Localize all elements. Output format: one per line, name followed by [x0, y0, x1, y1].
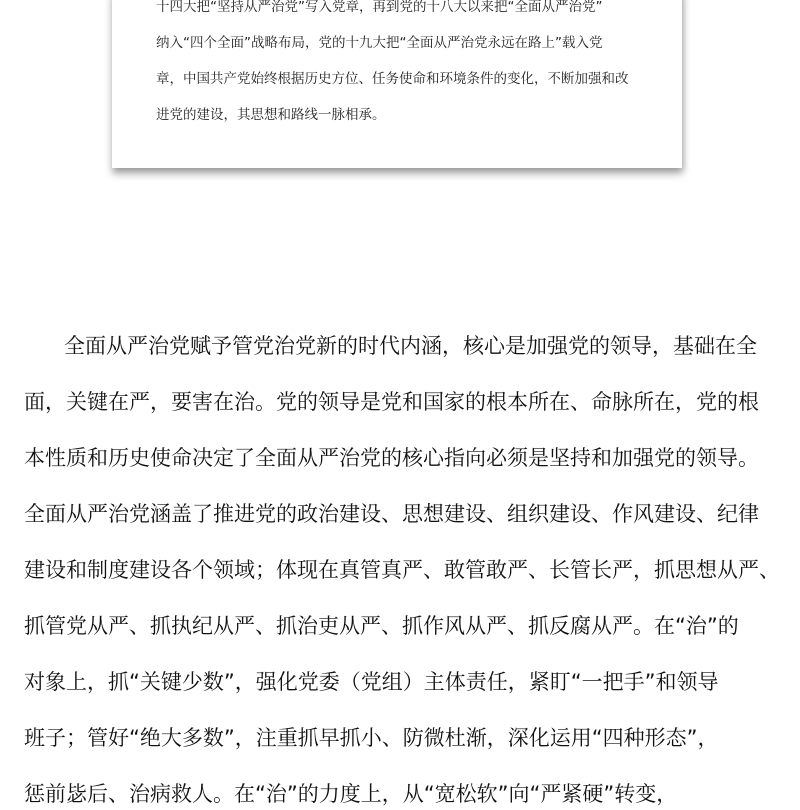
paragraph-line: 惩前毖后、治病救人。在“治”的力度上，从“宽松软”向“严紧硬”转变，: [24, 782, 678, 806]
paragraph-line: 建设和制度建设各个领域；体现在真管真严、敢管敢严、长管长严，抓思想从严、: [24, 558, 780, 582]
paragraph-line: 班子；管好“绝大多数”，注重抓早抓小、防微杜渐，深化运用“四种形态”，: [24, 726, 719, 750]
paragraph-line: 对象上，抓“关键少数”，强化党委（党组）主体责任，紧盯“一把手”和领导: [24, 670, 719, 694]
paragraph-line: 抓管党从严、抓执纪从严、抓治吏从严、抓作风从严、抓反腐从严。在“治”的: [24, 614, 739, 638]
paragraph-line: 本性质和历史使命决定了全面从严治党的核心指向必须是坚持和加强党的领导。: [24, 446, 759, 470]
quote-line: 进党的建设，其思想和路线一脉相承。: [156, 107, 386, 123]
paragraph-line: 面，关键在严，要害在治。党的领导是党和国家的根本所在、命脉所在，党的根: [24, 390, 759, 414]
quote-line: 章，中国共产党始终根据历史方位、任务使命和环境条件的变化，不断加强和改: [156, 71, 629, 87]
quote-line: 纳入“四个全面”战略布局，党的十九大把“全面从严治党永远在路上”载入党: [156, 35, 603, 51]
quote-box: [112, 0, 682, 168]
paragraph-line: 全面从严治党涵盖了推进党的政治建设、思想建设、组织建设、作风建设、纪律: [24, 502, 759, 526]
quote-line: 十四大把“坚持从严治党”写入党章，再到党的十八大以来把“全面从严治党”: [156, 0, 603, 15]
paragraph-line: 全面从严治党赋予管党治党新的时代内涵，核心是加强党的领导，基础在全: [64, 334, 757, 358]
